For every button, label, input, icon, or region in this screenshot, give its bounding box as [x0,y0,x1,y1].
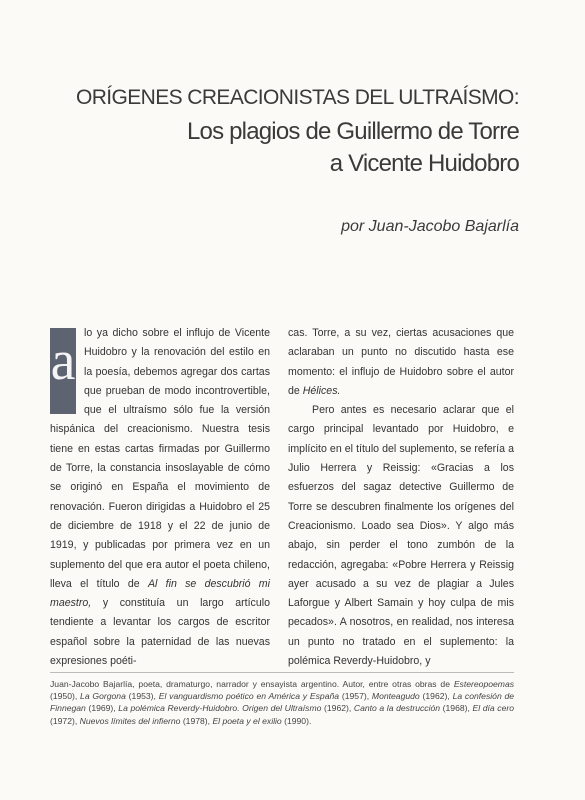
drop-cap: a [50,328,76,414]
work-title: El vanguardismo poético en América y España [158,691,340,702]
footnote-text: (1968), [442,703,470,714]
author-footnote [50,678,514,727]
work-title: Canto a la destrucción [353,703,441,714]
footnote-text: (1990). [284,715,312,726]
work-title: La Gorgona [80,691,126,702]
author-byline: por Juan-Jacobo Bajarlía [341,218,519,235]
work-title: Nuevos límites del infierno [79,715,181,726]
footnote-text: (1972), [50,715,78,726]
quoted-title: Al fin se descubrió mi maestro, [50,577,270,610]
footnote-text: (1957), [341,691,370,702]
footnote-text: (1962), [422,691,450,702]
footnote-text: (1962), [324,703,352,714]
book-title: Hélices. [302,384,341,397]
work-title: El poeta y el exilio [212,715,282,726]
footnote-text: (1953), [128,691,156,702]
footnote-text: poeta, dramaturgo, narrador y ensayista argentino. Autor, entre otras obras de [138,679,450,689]
footnote-author: Juan-Jacobo Bajarlía, [50,679,135,689]
paragraph-text: lo ya dicho sobre el influjo de Vicente Huidobro y la renovación del estilo en la poesía, debemos agregar dos cartas que prueban de modo incontrovertible, que el ultraísmo sólo fue la versión hispánica del creacionismo. Nuestra tesis tiene en estas cartas firmadas por Guillermo de Torre, la constancia insoslayable de cómo se originó en España el movimiento de renovación. Fueron dirigidas a Huidobro el 25 de diciembre de 1918 y el 22 de junio de 1919, y publicadas por primera vez en un suplemento del que era autor el poeta chileno, lleva el título de [50,327,270,590]
article-title-line-1: ORÍGENES CREACIONISTAS DEL ULTRAÍSMO: [76,86,519,109]
work-title: La polémica Reverdy-Huidobro. Origen del Ultraísmo [118,703,322,714]
paragraph: Pero antes es necesario aclarar que el cargo principal levantado por Huidobro, e implícito en el título del suplemento, se refería a Julio Herrera y Reissig: «Gracias a los esfuerzos del sagaz detective Guillermo de Torre se descubren finalmente los orígenes del Creacionismo. Loado sea Dios». Y algo más abajo, sin perder el tono zumbón de la redacción, agregaba: «Pobre Herrera y Reissig ayer acusado a su vez de plagiar a Jules Laforgue y Albert Samain y hoy culpa de mis pecados». A nosotros, en realidad, nos interesa un punto no tratado en el suplemento: la polémica Reverdy-Huidobro, y [288,404,514,668]
text-column-left [50,324,270,671]
work-title: Monteagudo [371,691,420,702]
footnote-text: (1978), [182,715,211,726]
footnote-text: (1969), [88,703,116,714]
work-title: La confesión de Finnegan [50,691,515,714]
work-title: El día cero [472,703,515,714]
work-title: Estereopoemas [453,679,515,689]
article-title-line-2: Los plagios de Guillermo de Torre [186,118,519,145]
footnote-text: (1950), [50,691,78,702]
paragraph-text: cas. Torre, a su vez, ciertas acusaciones que aclaraban un punto no discutido hasta ese momento: el influjo de Huidobro sobre el autor de [288,327,514,397]
text-column-right [288,324,514,671]
article-title-line-3: a Vicente Huidobro [329,150,519,177]
paragraph-text: y constituía un largo artículo tendiente a levantar los cargos de escritor español sobre la paternidad de las nuevas expresiones poéti- [50,597,270,668]
paragraph [288,324,514,401]
footnote-divider [50,672,514,673]
